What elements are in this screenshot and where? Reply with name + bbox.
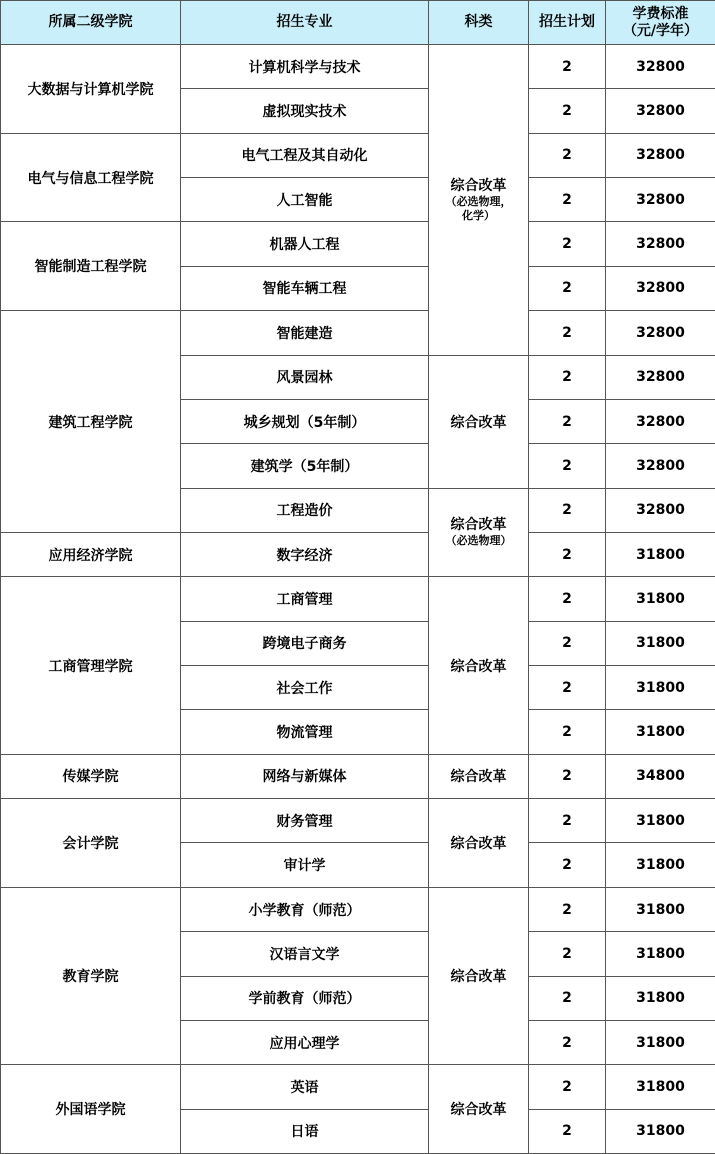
major-cell: 审计学 <box>181 843 429 887</box>
college-cell: 应用经济学院 <box>1 532 181 576</box>
fee-cell: 31800 <box>606 932 715 976</box>
table-row <box>1 887 715 931</box>
table-row <box>1 1065 715 1109</box>
fee-cell: 31800 <box>606 1020 715 1064</box>
fee-cell: 31800 <box>606 577 715 621</box>
plan-cell: 2 <box>529 1109 606 1153</box>
table-row <box>1 311 715 355</box>
major-cell: 虚拟现实技术 <box>181 89 429 133</box>
college-cell: 智能制造工程学院 <box>1 222 181 311</box>
plan-cell: 2 <box>529 444 606 488</box>
header-category: 科类 <box>429 1 529 45</box>
header-fee-line1: 学费标准 <box>632 5 689 22</box>
plan-cell: 2 <box>529 178 606 222</box>
plan-cell: 2 <box>529 710 606 754</box>
fee-cell: 32800 <box>606 444 715 488</box>
fee-cell: 32800 <box>606 45 715 89</box>
fee-cell: 31800 <box>606 666 715 710</box>
header-row <box>1 1 715 45</box>
fee-cell: 31800 <box>606 799 715 843</box>
fee-cell: 34800 <box>606 754 715 798</box>
major-cell: 跨境电子商务 <box>181 621 429 665</box>
plan-cell: 2 <box>529 887 606 931</box>
major-cell: 智能车辆工程 <box>181 266 429 310</box>
plan-cell: 2 <box>529 532 606 576</box>
plan-cell: 2 <box>529 45 606 89</box>
major-cell: 汉语言文学 <box>181 932 429 976</box>
college-cell: 外国语学院 <box>1 1065 181 1154</box>
major-cell: 风景园林 <box>181 355 429 399</box>
major-cell: 财务管理 <box>181 799 429 843</box>
plan-cell: 2 <box>529 976 606 1020</box>
plan-cell: 2 <box>529 666 606 710</box>
college-cell: 工商管理学院 <box>1 577 181 754</box>
major-cell: 数字经济 <box>181 532 429 576</box>
major-cell: 社会工作 <box>181 666 429 710</box>
college-cell: 电气与信息工程学院 <box>1 133 181 222</box>
category-cell: 综合改革 <box>429 754 529 798</box>
major-cell: 机器人工程 <box>181 222 429 266</box>
category-cell: 综合改革 <box>429 887 529 1064</box>
fee-cell: 31800 <box>606 887 715 931</box>
table-row <box>1 577 715 621</box>
fee-cell: 32800 <box>606 89 715 133</box>
major-cell: 小学教育（师范） <box>181 887 429 931</box>
table-row <box>1 799 715 843</box>
major-cell: 物流管理 <box>181 710 429 754</box>
category-cell: 综合改革 <box>429 1065 529 1154</box>
header-fee <box>606 1 715 45</box>
category-note: 化学） <box>462 208 495 222</box>
plan-cell: 2 <box>529 1020 606 1064</box>
fee-cell: 32800 <box>606 133 715 177</box>
table-row <box>1 754 715 798</box>
major-cell: 应用心理学 <box>181 1020 429 1064</box>
major-cell: 人工智能 <box>181 178 429 222</box>
plan-cell: 2 <box>529 843 606 887</box>
table-row <box>1 133 715 177</box>
plan-cell: 2 <box>529 577 606 621</box>
major-cell: 城乡规划（5年制） <box>181 399 429 443</box>
table-body <box>1 45 715 1154</box>
plan-cell: 2 <box>529 1065 606 1109</box>
major-cell: 智能建造 <box>181 311 429 355</box>
fee-cell: 32800 <box>606 311 715 355</box>
fee-cell: 31800 <box>606 710 715 754</box>
plan-cell: 2 <box>529 799 606 843</box>
major-cell: 网络与新媒体 <box>181 754 429 798</box>
college-cell: 大数据与计算机学院 <box>1 45 181 134</box>
table-row <box>1 222 715 266</box>
category-cell <box>429 45 529 356</box>
plan-cell: 2 <box>529 754 606 798</box>
plan-cell: 2 <box>529 399 606 443</box>
header-major: 招生专业 <box>181 1 429 45</box>
fee-cell: 31800 <box>606 1065 715 1109</box>
plan-cell: 2 <box>529 355 606 399</box>
header-fee-line2: （元/学年） <box>622 22 699 39</box>
table-row <box>1 532 715 576</box>
college-cell: 建筑工程学院 <box>1 311 181 533</box>
major-cell: 建筑学（5年制） <box>181 444 429 488</box>
category-main: 综合改革 <box>450 177 507 194</box>
fee-cell: 32800 <box>606 488 715 532</box>
fee-cell: 32800 <box>606 178 715 222</box>
fee-cell: 31800 <box>606 976 715 1020</box>
category-main: 综合改革 <box>450 517 507 534</box>
major-cell: 工商管理 <box>181 577 429 621</box>
major-cell: 学前教育（师范） <box>181 976 429 1020</box>
fee-cell: 31800 <box>606 532 715 576</box>
plan-cell: 2 <box>529 621 606 665</box>
fee-cell: 31800 <box>606 1109 715 1153</box>
major-cell: 电气工程及其自动化 <box>181 133 429 177</box>
fee-cell: 32800 <box>606 399 715 443</box>
fee-cell: 31800 <box>606 621 715 665</box>
category-cell <box>429 488 529 577</box>
plan-cell: 2 <box>529 932 606 976</box>
fee-cell: 31800 <box>606 843 715 887</box>
major-cell: 计算机科学与技术 <box>181 45 429 89</box>
table-header <box>1 1 715 45</box>
fee-cell: 32800 <box>606 355 715 399</box>
fee-cell: 32800 <box>606 266 715 310</box>
major-cell: 英语 <box>181 1065 429 1109</box>
header-plan: 招生计划 <box>529 1 606 45</box>
category-cell: 综合改革 <box>429 577 529 754</box>
plan-cell: 2 <box>529 89 606 133</box>
major-cell: 工程造价 <box>181 488 429 532</box>
category-note: （必选物理， <box>445 194 512 208</box>
plan-cell: 2 <box>529 266 606 310</box>
major-cell: 日语 <box>181 1109 429 1153</box>
category-note: （必选物理） <box>445 534 512 548</box>
category-cell: 综合改革 <box>429 799 529 888</box>
plan-cell: 2 <box>529 222 606 266</box>
college-cell: 教育学院 <box>1 887 181 1064</box>
plan-cell: 2 <box>529 133 606 177</box>
table-row <box>1 45 715 89</box>
college-cell: 传媒学院 <box>1 754 181 798</box>
category-cell: 综合改革 <box>429 355 529 488</box>
fee-cell: 32800 <box>606 222 715 266</box>
header-college: 所属二级学院 <box>1 1 181 45</box>
plan-cell: 2 <box>529 311 606 355</box>
college-cell: 会计学院 <box>1 799 181 888</box>
plan-cell: 2 <box>529 488 606 532</box>
